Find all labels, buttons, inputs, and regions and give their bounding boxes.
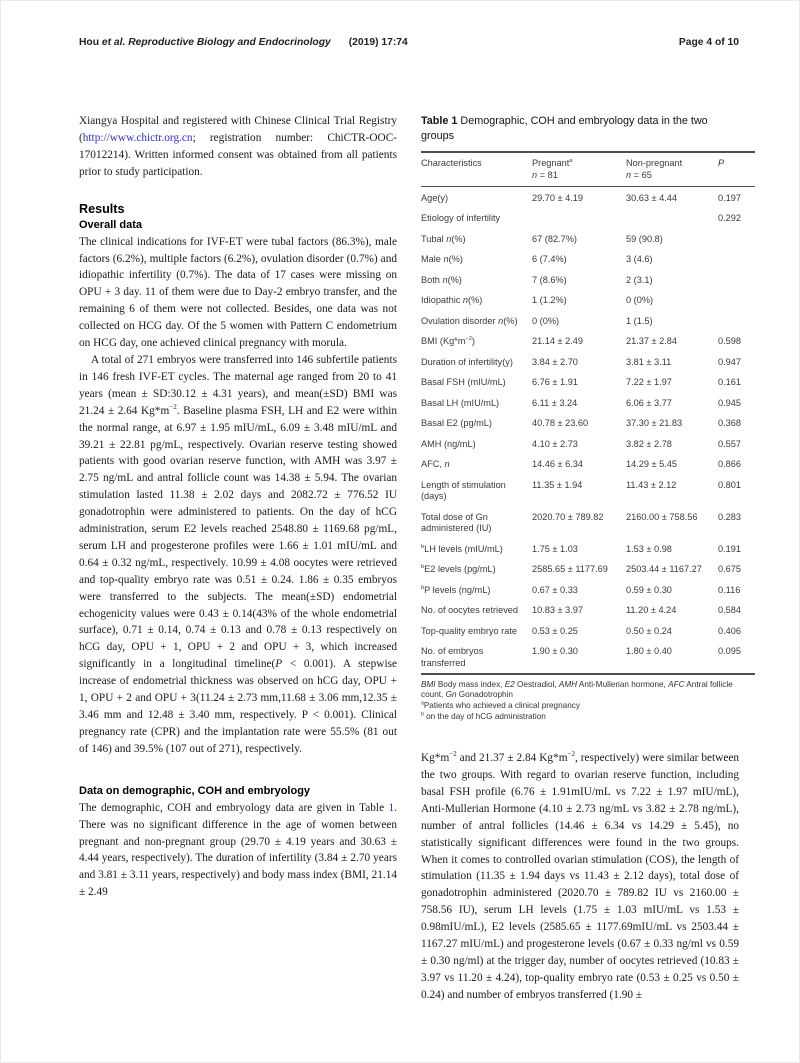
cell-nonpregnant: 0.59 ± 0.30 (626, 584, 672, 595)
row-label: Length of stimulation (days) (421, 479, 506, 501)
cell-pregnant: 14.46 ± 6.34 (532, 459, 584, 469)
cell-pvalue: 0.866 (718, 459, 741, 469)
cell-pregnant: 21.14 ± 2.49 (532, 336, 584, 346)
page-header (79, 37, 739, 48)
demographics-table (421, 151, 755, 675)
cell-pregnant (532, 208, 626, 229)
cell-nonpregnant: 21.37 ± 2.84 (626, 336, 678, 346)
table-footnotes (421, 680, 739, 724)
cell-nonpregnant: 14.29 ± 5.45 (626, 459, 678, 469)
cell-pvalue: 0.161 (718, 377, 741, 387)
paragraph-demographic-continued: $Kg*m^{-2}$ and 21.37 ± 2.84 $Kg*m^{-2}$, respectively) were similar between the two groups. With regard to ovarian reserve function, including basal FSH profile (6.76 ± 1.91mIU/mL vs 7.22 ± 1.97 mIU/mL), Anti-Mullerian Hormone (4.10 ± 2.73 ng/mL vs 3.82 ± 2.78 ng/mL), number of antral follicles (14.46 ± 6.34 vs 14.29 ± 5.45), no statistically significant differences were found in the two groups. When it comes to controlled ovarian stimulation (COS), the length of stimulation (11.35 ± 1.94 days vs 11.43 ± 2.12 days), total dose of gonadotrophin administered (2020.70 ± 789.82 IU vs 2160.00 ± 758.56 IU), serum LH levels (1.75 ± 1.03 mIU/mL vs 1.53 ± 0.98mIU/mL), E2 levels (2585.65 ± 1177.69mIU/mL vs 2503.44 ± 1167.27 mIU/mL) and progesterone levels (0.67 ± 0.33 ng/ml vs 0.59 ± 0.30 ng/ml) at the trigger day, number of oocytes retrieved (10.83 ± 3.97 vs 11.20 ± 4.24), top-quality embryo rate (0.53 ± 0.25 vs 0.50 ± 0.24) and number of embryos transferred (1.90 ± (421, 750, 740, 1001)
footnote: BMI Body mass index, E2 Oestradiol, AMH Anti-Mullerian hormone, AFC Antral follicle count, Gn Gonadotrophin (421, 679, 733, 700)
cell-pregnant: 11.35 ± 1.94 (532, 479, 583, 490)
row-label: AMH (ng/mL) (421, 438, 476, 449)
cell-pregnant: 0 (0%) (532, 315, 560, 326)
cell-pvalue: 0.584 (718, 605, 741, 615)
cell-pvalue (718, 228, 755, 249)
table-row (421, 249, 755, 270)
row-label: Ovulation disorder n(%) (421, 315, 518, 326)
cell-pvalue: 0.116 (718, 584, 741, 595)
cell-pvalue: 0.947 (718, 356, 741, 367)
table-row (421, 641, 755, 674)
row-label: Idiopathic n(%) (421, 295, 483, 305)
footnote: $^a$Patients who achieved a clinical pregnancy (421, 700, 580, 711)
table-row (421, 228, 755, 249)
paragraph-demographic: The demographic, COH and embryology data are given in Table 1. There was no significant difference in the age of women between pregnant and non-pregnant group (29.70 ± 4.19 years and 30.63 ± 4.44 years, respectively). The duration of infertility (3.84 ± 2.70 years and 3.81 ± 3.11 years, respectively) and body mass index (BMI, 21.14 ± 2.49 (79, 801, 397, 899)
row-label: AFC, n (421, 459, 450, 469)
cell-pvalue: 0.406 (718, 625, 741, 636)
cell-nonpregnant: 59 (90.8) (626, 233, 663, 244)
table-row (421, 538, 755, 559)
row-label: BMI $(Kg*m^{-2})$ (421, 335, 475, 346)
row-label: Basal E2 (pg/mL) (421, 418, 492, 428)
cell-pvalue (718, 310, 755, 331)
cell-pvalue: 0.598 (718, 336, 741, 346)
row-label: Both n(%) (421, 274, 462, 285)
cell-pregnant: 6.76 ± 1.91 (532, 377, 578, 387)
table-row (421, 310, 755, 331)
page-number: Page 4 of 10 (678, 37, 739, 48)
row-label: $^b$LH levels (mIU/mL) (421, 543, 503, 554)
row-label: Tubal n(%) (421, 233, 466, 244)
table-row (421, 454, 755, 475)
cell-pvalue: 0.801 (718, 479, 741, 490)
cell-nonpregnant: 11.20 ± 4.24 (626, 605, 677, 615)
row-label: No. of embryos transferred (421, 646, 484, 668)
row-label: $^b$E2 levels (pg/mL) (421, 563, 496, 574)
table-row (421, 392, 755, 413)
table-row (421, 620, 755, 641)
row-label: Age(y) (421, 192, 449, 203)
cell-nonpregnant: 1.80 ± 0.40 (626, 646, 672, 656)
row-label: Basal LH (mIU/mL) (421, 397, 500, 408)
cell-pregnant: 2020.70 ± 789.82 (532, 511, 604, 522)
cell-pvalue (718, 269, 755, 290)
row-label: Total dose of Gn administered (IU) (421, 511, 492, 533)
table-row (421, 413, 755, 434)
journal-running-title: Hou et al. Reproductive Biology and Endocrinology (79, 37, 331, 48)
row-label: Basal FSH (mIU/mL) (421, 377, 506, 387)
heading-results: Results (79, 201, 125, 216)
table-row (421, 506, 755, 538)
column-header-pregnant: Pregnant$^a$ n = 81 (532, 152, 626, 187)
cell-pregnant: 40.78 ± 23.60 (532, 418, 589, 428)
row-label: Top-quality embryo rate (421, 625, 518, 636)
cell-pregnant: 0.53 ± 0.25 (532, 625, 578, 636)
cell-pvalue: 0.197 (718, 192, 741, 203)
cell-pvalue (718, 290, 755, 311)
row-label: Male n(%) (421, 254, 463, 264)
row-label: Etiology of infertility (421, 213, 501, 223)
cell-pvalue: 0.283 (718, 511, 741, 522)
left-column (79, 113, 397, 901)
cell-pregnant: 29.70 ± 4.19 (532, 192, 584, 203)
cell-nonpregnant: 30.63 ± 4.44 (626, 192, 678, 203)
table-row (421, 600, 755, 621)
cell-nonpregnant: 3 (4.6) (626, 254, 653, 264)
table-body (421, 187, 755, 674)
table-row (421, 579, 755, 600)
cell-pvalue: 0.557 (718, 438, 741, 449)
paragraph-overall-2: A total of 271 embryos were transferred into 146 subfertile patients in 146 fresh IVF-ET cycles. The maternal age ranged from 20 to 41 years (mean ± SD:30.12 ± 4.31 years), and mean(±SD) BMI was 21.24 ± 2.64 $Kg*m^{-2}$. Baseline plasma FSH, LH and E2 were within the normal range, at 6.97 ± 1.95 mIU/mL, 6.09 ± 3.48 mIU/mL and 39.21 ± 22.81 pg/mL, respectively. Ovarian reserve testing showed patients with good ovarian reserve function, with AMH was 3.97 ± 2.75 ng/mL and antral follicle count was 14.38 ± 5.94. The ovarian stimulation lasted 11.38 ± 2.02 days and 2082.72 ± 776.52 IU gonadotrophin were administered to patients. On the day of hCG administration, serum E2 levels reached 2548.80 ± 1169.68 pg/mL, serum LH and progesterone profiles were 1.66 ± 1.01 mIU/mL and 0.64 ± 0.32 ng/mL, respectively. 10.99 ± 4.08 oocytes were retrieved and top-quality embryo rate was 0.51 ± 0.24. 1.86 ± 0.35 embryos were transferred to the subjects. The mean(±SD) endometrial echogenicity values were 0.43 ± 0.14(43% of the whole endometrial surface), 0.71 ± 0.14, 0.74 ± 0.13 and 0.78 ± 0.13 respectively on hCG day, OPU + 1, OPU + 2 and OPU + 3, which increased significantly in a longitudinal timeline(P < 0.001). A stepwise increase of endometrial thickness was observed on hCG day, OPU + 1, OPU + 2 and OPU + 3(11.24 ± 2.73 mm,11.68 ± 3.06 mm,12.35 ± 3.46 mm and 12.48 ± 3.40 mm, respectively. P < 0.001). Clinical pregnancy rate (CPR) and the implantation rate were 55.5% (81 out of 146) and 39.5% (107 out of 271), respectively. (79, 353, 397, 755)
right-column (421, 113, 739, 1004)
cell-nonpregnant: 37.30 ± 21.83 (626, 418, 683, 428)
cell-nonpregnant: 0 (0%) (626, 295, 654, 305)
cell-nonpregnant: 3.81 ± 3.11 (626, 356, 672, 367)
cell-pregnant: 6.11 ± 3.24 (532, 397, 578, 408)
cell-pvalue: 0.292 (718, 213, 741, 223)
cell-pregnant: 2585.65 ± 1177.69 (532, 564, 608, 574)
cell-pregnant: 67 (82.7%) (532, 233, 577, 244)
cell-nonpregnant: 1.53 ± 0.98 (626, 543, 672, 554)
cell-pregnant: 1.90 ± 0.30 (532, 646, 578, 656)
cell-pvalue: 0.675 (718, 564, 741, 574)
table-row (421, 269, 755, 290)
cell-nonpregnant: 2 (3.1) (626, 274, 653, 285)
cell-nonpregnant: 6.06 ± 3.77 (626, 397, 672, 408)
paragraph-overall-1: The clinical indications for IVF-ET were tubal factors (86.3%), male factors (6.2%), multiple factors (6.2%), ovulation disorder (0.7%) and idiopathic infertility (0.7%). The data of 17 cases were missing on OPU + 3 day. 11 of them were due to Day-2 embryo transfer, and the remaining 6 of them were not collected. Besides, one data was not collected on HCG day. Of the 5 women with Pattern C endometrium on HCG day, one achieved clinical pregnancy with morula. (79, 235, 397, 350)
cell-nonpregnant: 7.22 ± 1.97 (626, 377, 672, 387)
citation: (2019) 17:74 (348, 37, 408, 48)
cell-pregnant: 3.84 ± 2.70 (532, 356, 578, 367)
table-row (421, 331, 755, 352)
cell-nonpregnant: 1 (1.5) (626, 315, 653, 326)
table-row (421, 290, 755, 311)
row-label: $^b$P levels (ng/mL) (421, 584, 491, 595)
table-row (421, 559, 755, 580)
cell-pregnant: 1.75 ± 1.03 (532, 543, 578, 554)
table-row (421, 372, 755, 393)
heading-demographic: Data on demographic, COH and embryology (79, 784, 311, 797)
paragraph-methods-continued: Xiangya Hospital and registered with Chinese Clinical Trial Registry (http://www.chictr.org.cn; registration number: ChiCTR-OOC-17012214). Written informed consent was obtained from all patients prior to study participation. (79, 115, 397, 178)
cell-pvalue: 0.368 (718, 418, 741, 428)
cell-pvalue: 0.095 (718, 646, 741, 656)
cell-pregnant: 1 (1.2%) (532, 295, 567, 305)
inline-link[interactable]: http://www.chictr.org.cn (82, 131, 193, 144)
cell-nonpregnant: 2503.44 ± 1167.27 (626, 564, 702, 574)
table-caption: Table 1 Demographic, COH and embryology data in the two groups (421, 115, 708, 142)
column-header-characteristics: Characteristics (421, 152, 532, 187)
cell-pvalue: 0.191 (718, 543, 741, 554)
column-header-nonpregnant: Non-pregnant n = 65 (626, 152, 718, 187)
table-row (421, 433, 755, 454)
cell-pregnant: 10.83 ± 3.97 (532, 605, 584, 615)
cell-pregnant: 0.67 ± 0.33 (532, 584, 578, 595)
cell-nonpregnant: 11.43 ± 2.12 (626, 479, 677, 490)
column-header-pvalue: P (718, 152, 755, 187)
table-1 (421, 114, 739, 723)
row-label: No. of oocytes retrieved (421, 605, 519, 615)
running-head (79, 37, 408, 48)
table-header-row (421, 152, 755, 187)
cell-nonpregnant (626, 208, 718, 229)
inline-link[interactable]: 1 (388, 801, 395, 814)
row-label: Duration of infertility(y) (421, 356, 513, 367)
heading-overall-data: Overall data (79, 218, 142, 231)
footnote: $^b$ on the day of hCG administration (421, 711, 546, 722)
cell-pvalue: 0.945 (718, 397, 741, 408)
table-row (421, 187, 755, 208)
cell-pvalue (718, 249, 755, 270)
table-row (421, 474, 755, 506)
cell-nonpregnant: 2160.00 ± 758.56 (626, 511, 698, 522)
cell-pregnant: 7 (8.6%) (532, 274, 567, 285)
table-row (421, 208, 755, 229)
cell-pregnant: 4.10 ± 2.73 (532, 438, 578, 449)
cell-nonpregnant: 0.50 ± 0.24 (626, 625, 672, 636)
cell-nonpregnant: 3.82 ± 2.78 (626, 438, 672, 449)
table-row (421, 351, 755, 372)
cell-pregnant: 6 (7.4%) (532, 254, 567, 264)
